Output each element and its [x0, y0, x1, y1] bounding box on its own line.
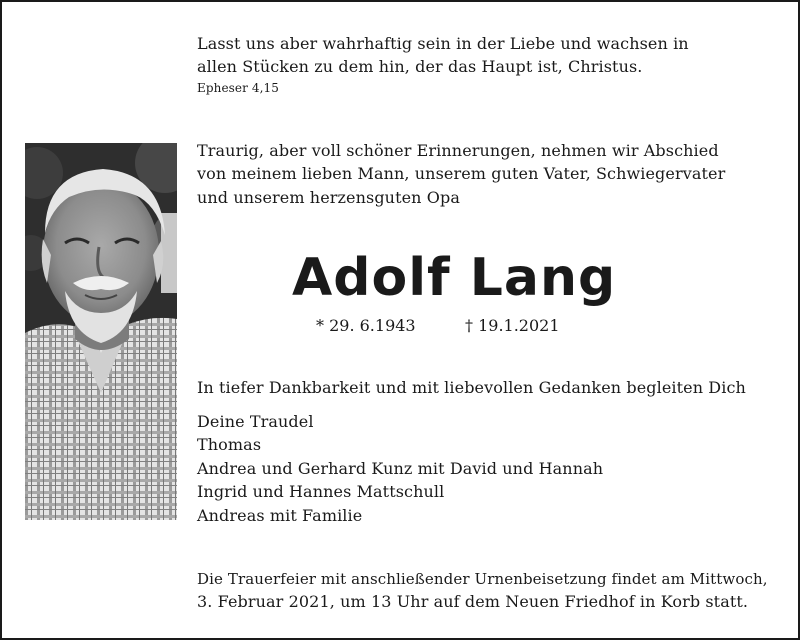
portrait-photo — [25, 143, 177, 520]
deceased-name: Adolf Lang — [292, 248, 617, 308]
birth-date: * 29. 6.1943 — [316, 316, 416, 335]
gratitude-line: In tiefer Dankbarkeit und mit liebevollen Gedanken begleiten Dich — [197, 378, 746, 397]
mourner-item: Deine Traudel — [197, 412, 314, 431]
mourner-item: Andrea und Gerhard Kunz mit David und Hannah — [197, 459, 604, 478]
funeral-line-2: 3. Februar 2021, um 13 Uhr auf dem Neuen Friedhof in Korb statt. — [197, 592, 749, 611]
intro-line-2: von meinem lieben Mann, unserem guten Vater, Schwiegervater — [197, 164, 726, 183]
verse-line-2: allen Stücken zu dem hin, der das Haupt ist, Christus. — [197, 57, 643, 76]
verse-reference: Epheser 4,15 — [197, 81, 280, 95]
mourner-item: Andreas mit Familie — [197, 506, 363, 525]
funeral-line-1: Die Trauerfeier mit anschließender Urnenbeisetzung findet am Mittwoch, — [197, 570, 768, 588]
intro-line-3: und unserem herzensguten Opa — [197, 188, 460, 207]
mourner-item: Thomas — [197, 435, 262, 454]
mourner-item: Ingrid und Hannes Mattschull — [197, 482, 445, 501]
verse-line-1: Lasst uns aber wahrhaftig sein in der Liebe und wachsen in — [197, 34, 689, 53]
intro-line-1: Traurig, aber voll schöner Erinnerungen, nehmen wir Abschied — [197, 141, 719, 160]
death-date: † 19.1.2021 — [465, 316, 560, 335]
